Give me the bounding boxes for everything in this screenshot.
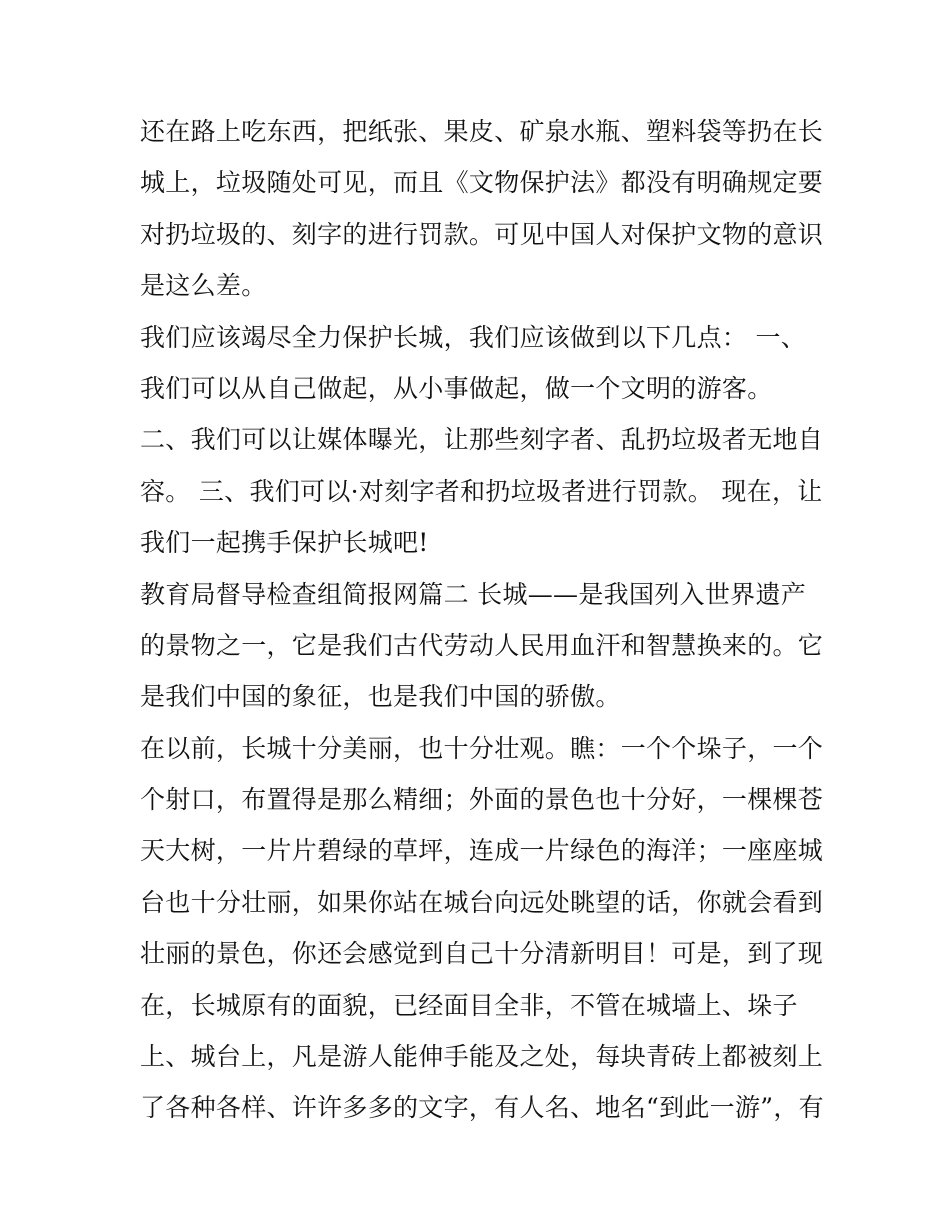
text-line: 容。 三、我们可以·对刻字者和扔垃圾者进行罚款。 现在，让 (140, 476, 823, 506)
text-line: 是这么差。 (140, 271, 267, 301)
text-line: 了各种各样、许许多多的文字，有人名、地名“到此一游”，有 (140, 1093, 824, 1123)
text-line: 天大树，一片片碧绿的草坪，连成一片绿色的海洋；一座座城 (140, 836, 824, 866)
text-line: 对扔垃圾的、刻字的进行罚款。可见中国人对保护文物的意识 (140, 219, 824, 249)
text-line: 的景物之一，它是我们古代劳动人民用血汗和智慧换来的。它 (140, 630, 824, 660)
text-line: 在，长城原有的面貌，已经面目全非，不管在城墙上、垛子 (140, 990, 798, 1020)
body-text (140, 106, 824, 1134)
text-line: 壮丽的景色，你还会感觉到自己十分清新明目！可是，到了现 (140, 939, 824, 969)
text-line: 二、我们可以让媒体曝光，让那些刻字者、乱扔垃圾者无地自 (140, 425, 824, 455)
text-line: 是我们中国的象征，也是我们中国的骄傲。 (140, 682, 621, 712)
text-line: 我们应该竭尽全力保护长城，我们应该做到以下几点： 一、 (140, 322, 807, 352)
text-line: 台也十分壮丽，如果你站在城台向远处眺望的话，你就会看到 (140, 887, 824, 917)
text-line: 我们可以从自己做起，从小事做起，做一个文明的游客。 (140, 373, 773, 403)
text-line: 个射口，布置得是那么精细；外面的景色也十分好，一棵棵苍 (140, 785, 824, 815)
text-line: 在以前，长城十分美丽，也十分壮观。瞧：一个个垛子，一个 (140, 733, 824, 763)
text-line: 我们一起携手保护长城吧! (140, 528, 429, 558)
text-line: 城上，垃圾随处可见，而且《文物保护法》都没有明确规定要 (140, 168, 824, 198)
text-line: 教育局督导检查组简报网篇二 长城——是我国列入世界遗产 (140, 579, 807, 609)
text-line: 还在路上吃东西，把纸张、果皮、矿泉水瓶、塑料袋等扔在长 (140, 117, 824, 146)
text-line: 上、城台上，凡是游人能伸手能及之处，每块青砖上都被刻上 (140, 1042, 824, 1072)
